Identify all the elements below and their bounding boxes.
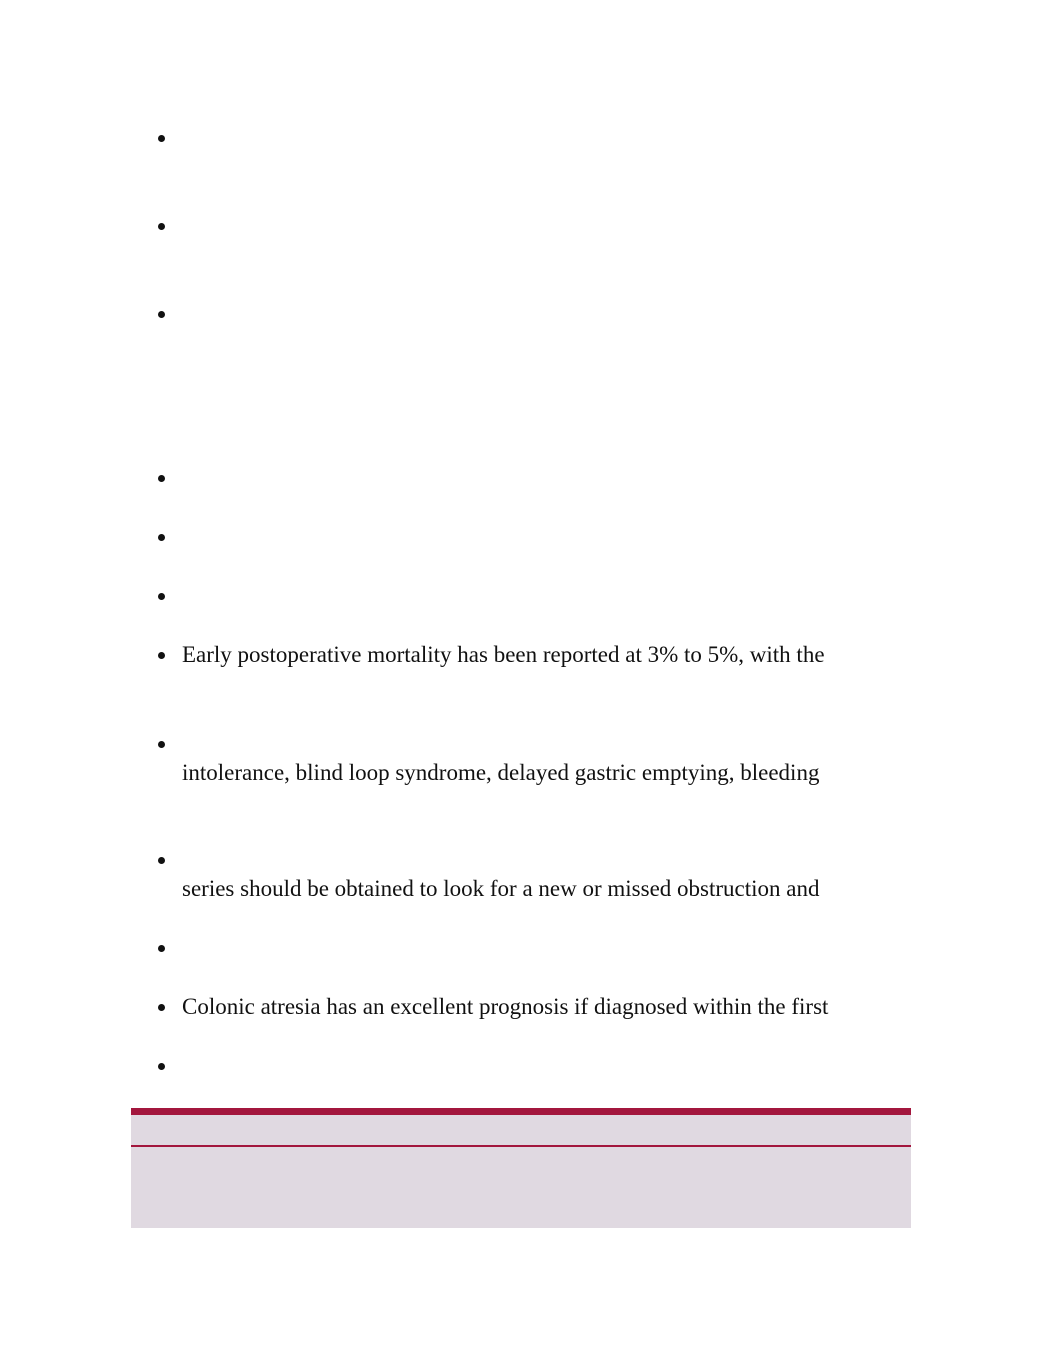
bullet-point-icon (158, 857, 165, 864)
bullet-point-icon (158, 223, 165, 230)
list-item (158, 300, 918, 330)
bullet-point-icon (158, 311, 165, 318)
footer-divider (131, 1145, 911, 1147)
bullet-point-icon (158, 475, 165, 482)
list-item (158, 993, 918, 1023)
list-item (158, 1052, 918, 1082)
list-item (158, 934, 918, 964)
list-item (158, 759, 918, 789)
bullet-point-icon (158, 1063, 165, 1070)
footer-panel (131, 1108, 911, 1228)
list-item (158, 124, 918, 154)
bullet-point-icon (158, 652, 165, 659)
list-item (158, 641, 918, 671)
list-item-text: Early postoperative mortality has been reported at 3% to 5%, with the (182, 642, 825, 667)
bullet-point-icon (158, 1004, 165, 1011)
bullet-point-icon (158, 135, 165, 142)
list-item (158, 846, 918, 876)
list-item-text: series should be obtained to look for a new or missed obstruction and (182, 876, 820, 901)
list-item (158, 212, 918, 242)
list-item (158, 582, 918, 612)
list-item (158, 464, 918, 494)
list-item-text: Colonic atresia has an excellent prognosis if diagnosed within the first (182, 994, 829, 1019)
footer-top-rule (131, 1108, 911, 1115)
bullet-point-icon (158, 741, 165, 748)
list-item (158, 523, 918, 553)
list-item (158, 730, 918, 760)
list-item-text: intolerance, blind loop syndrome, delayed gastric emptying, bleeding (182, 760, 820, 785)
list-item (158, 875, 918, 905)
bullet-point-icon (158, 593, 165, 600)
bullet-point-icon (158, 945, 165, 952)
bullet-point-icon (158, 534, 165, 541)
